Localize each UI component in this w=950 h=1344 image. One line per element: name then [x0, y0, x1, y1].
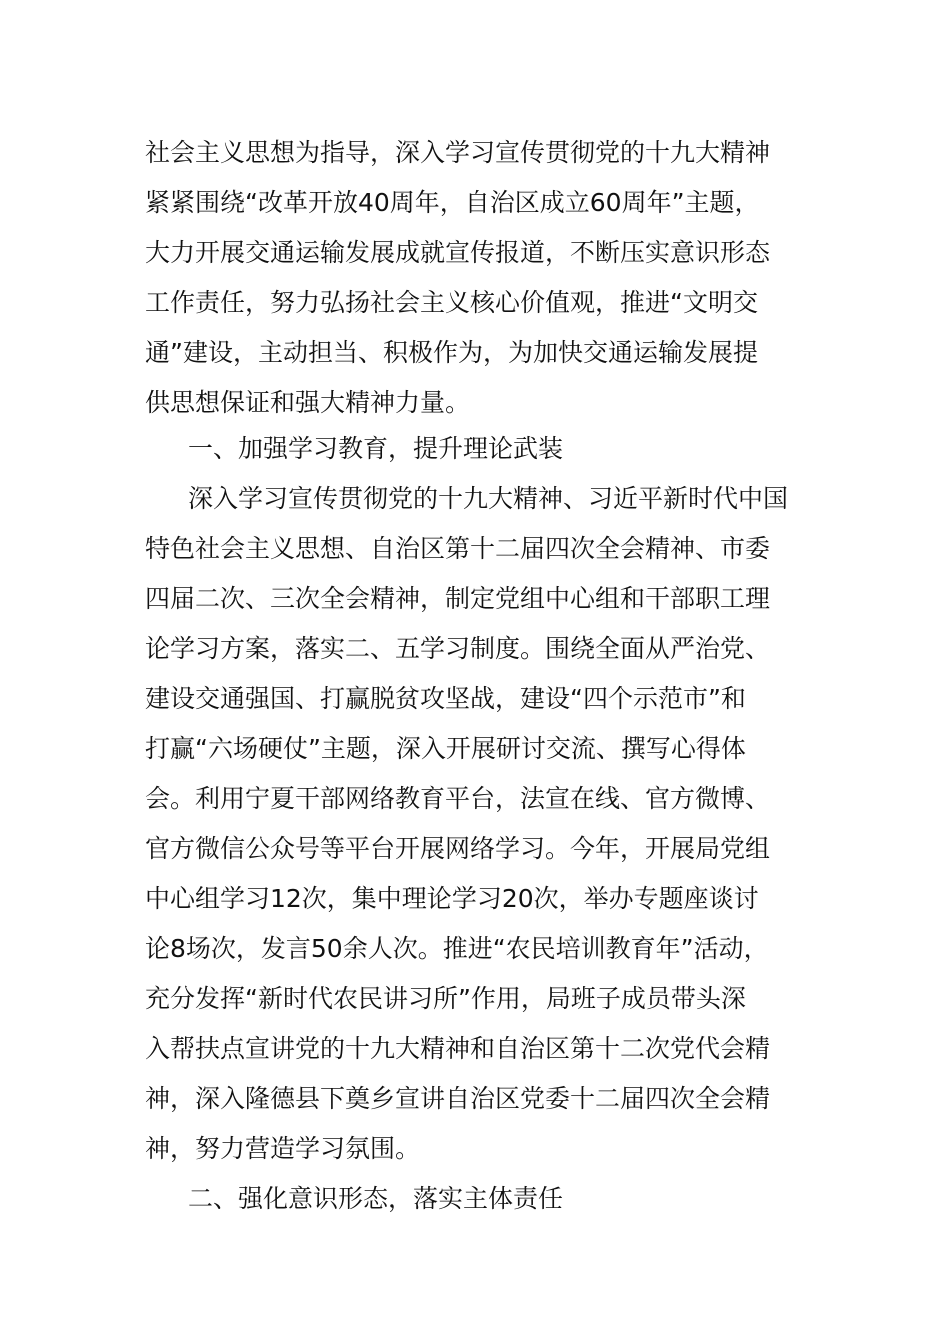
heading-text: 二、强化意识形态，落实主体责任	[188, 1184, 564, 1213]
text-line: 社会主义思想为指导，深入学习宣传贯彻党的十九大精神	[145, 138, 771, 167]
text-line: 特色社会主义思想、自治区第十二届四次全会精神、市委	[145, 534, 771, 563]
text-line: 工作责任，努力弘扬社会主义核心价值观，推进“文明交	[145, 288, 758, 317]
paragraph-line	[0, 674, 950, 724]
text-line: 紧紧围绕“改革开放40周年，自治区成立60周年”主题，	[145, 188, 760, 217]
section-heading-2	[0, 1174, 950, 1224]
text-line: 打赢“六场硬仗”主题，深入开展研讨交流、撰写心得体	[145, 734, 746, 763]
paragraph-line	[0, 974, 950, 1024]
text-line: 建设交通强国、打赢脱贫攻坚战，建设“四个示范市”和	[145, 684, 746, 713]
paragraph-line	[0, 1074, 950, 1124]
paragraph-line	[0, 574, 950, 624]
paragraph-line	[0, 474, 950, 524]
paragraph-line	[0, 874, 950, 924]
text-line: 神，努力营造学习氛围。	[145, 1134, 421, 1163]
paragraph-line	[0, 1124, 950, 1174]
text-line: 论学习方案，落实二、五学习制度。围绕全面从严治党、	[145, 634, 771, 663]
paragraph-line	[0, 1024, 950, 1074]
text-line: 中心组学习12次，集中理论学习20次，举办专题座谈讨	[145, 884, 759, 913]
text-line: 神，深入隆德县下奠乡宣讲自治区党委十二届四次全会精	[145, 1084, 771, 1113]
section-heading-1	[0, 424, 950, 474]
text-line: 通”建设，主动担当、积极作为，为加快交通运输发展提	[145, 338, 758, 367]
paragraph-line	[0, 724, 950, 774]
text-line: 大力开展交通运输发展成就宣传报道，不断压实意识形态	[145, 238, 771, 267]
paragraph-line	[0, 278, 950, 328]
text-line: 论8场次，发言50余人次。推进“农民培训教育年”活动，	[145, 934, 769, 963]
paragraph-line	[0, 524, 950, 574]
paragraph-line	[0, 228, 950, 278]
text-line: 供思想保证和强大精神力量。	[145, 388, 471, 417]
paragraph-line	[0, 128, 950, 178]
text-line: 深入学习宣传贯彻党的十九大精神、习近平新时代中国	[188, 484, 789, 513]
paragraph-line	[0, 378, 950, 428]
paragraph-line	[0, 924, 950, 974]
text-line: 入帮扶点宣讲党的十九大精神和自治区第十二次党代会精	[145, 1034, 771, 1063]
paragraph-line	[0, 328, 950, 378]
paragraph-line	[0, 824, 950, 874]
paragraph-line	[0, 774, 950, 824]
text-line: 官方微信公众号等平台开展网络学习。今年，开展局党组	[145, 834, 771, 863]
paragraph-line	[0, 178, 950, 228]
paragraph-line	[0, 624, 950, 674]
text-line: 会。利用宁夏干部网络教育平台，法宣在线、官方微博、	[145, 784, 771, 813]
text-line: 充分发挥“新时代农民讲习所”作用，局班子成员带头深	[145, 984, 746, 1013]
text-line: 四届二次、三次全会精神，制定党组中心组和干部职工理	[145, 584, 771, 613]
heading-text: 一、加强学习教育，提升理论武装	[188, 434, 564, 463]
